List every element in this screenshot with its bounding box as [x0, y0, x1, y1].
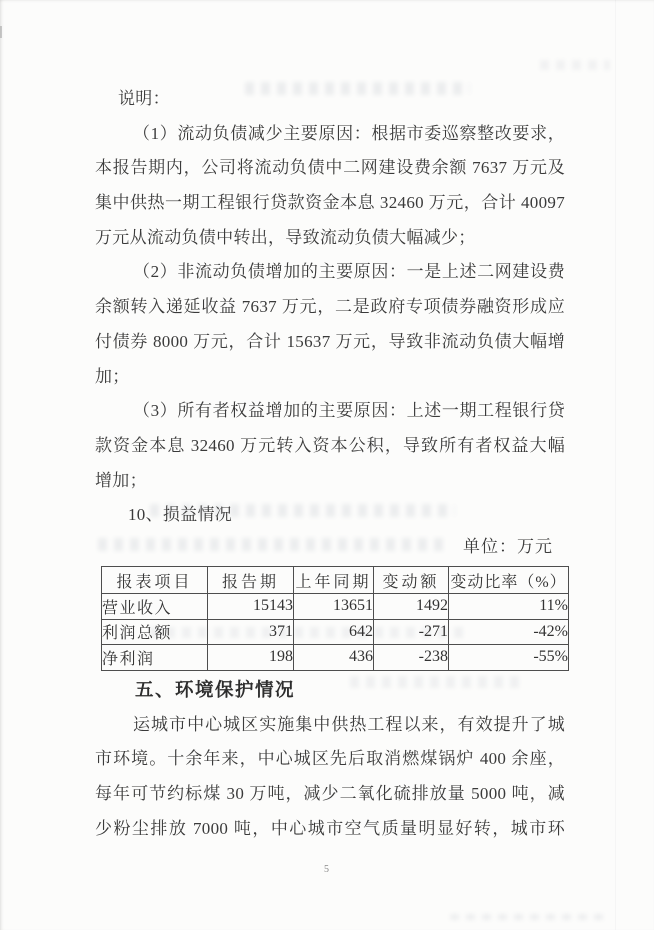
- text-line: 余额转入递延收益 7637 万元，二是政府专项债券融资形成应: [95, 297, 565, 317]
- text-line: 增加；: [95, 470, 147, 490]
- text-line: 万元从流动负债中转出，导致流动负债大幅减少；: [95, 227, 476, 247]
- text-line: （3）所有者权益增加的主要原因：上述一期工程银行贷: [133, 401, 565, 421]
- cell-item: 利润总额: [102, 619, 208, 645]
- text-line: （1）流动负债减少主要原因：根据市委巡察整改要求，: [133, 123, 565, 143]
- cell-value: 436: [294, 645, 374, 671]
- cell-value: -42%: [449, 619, 569, 645]
- paragraph-3: [95, 394, 565, 498]
- text-line: 运城市中心城区实施集中供热工程以来，有效提升了城: [133, 714, 565, 734]
- cell-value: -271: [374, 619, 449, 645]
- table-row: [102, 594, 569, 620]
- col-header-prior-period: 上年同期: [294, 567, 374, 594]
- text-line: 集中供热一期工程银行贷款资金本息 32460 万元，合计 40097: [95, 193, 565, 213]
- bleedthrough-mark: [540, 60, 610, 70]
- environment-section: [95, 673, 565, 846]
- cell-value: 15143: [208, 594, 294, 620]
- cell-value: -238: [374, 645, 449, 671]
- table-row: [102, 619, 569, 645]
- col-header-item: 报表项目: [102, 567, 208, 594]
- col-header-report-period: 报告期: [208, 567, 294, 594]
- table-row: [102, 645, 569, 671]
- col-header-change: 变动额: [374, 567, 449, 594]
- text-line: 市环境。十余年来，中心城区先后取消燃煤锅炉 400 余座，: [95, 749, 565, 769]
- text-line: 款资金本息 32460 万元转入资本公积，导致所有者权益大幅: [95, 435, 565, 455]
- text-line: 加；: [95, 366, 130, 386]
- main-text-block: [95, 82, 565, 533]
- bleedthrough-mark: [450, 914, 610, 920]
- cell-value: 198: [208, 645, 294, 671]
- note-label: 说明：: [118, 89, 170, 108]
- text-line: 少粉尘排放 7000 吨，中心城市空气质量明显好转，城市环: [95, 818, 565, 838]
- text-line: （2）非流动负债增加的主要原因：一是上述二网建设费: [133, 262, 565, 282]
- section-5-title: 五、环境保护情况: [135, 679, 296, 700]
- col-header-change-rate: 变动比率（%）: [449, 567, 569, 594]
- text-line: 每年可节约标煤 30 万吨，减少二氧化硫排放量 5000 吨，减: [95, 784, 565, 804]
- paragraph-1: [95, 117, 565, 256]
- cell-value: -55%: [449, 645, 569, 671]
- scan-edge-artifact: [0, 26, 2, 38]
- cell-value: 642: [294, 619, 374, 645]
- unit-label: 单位：万元: [463, 537, 553, 556]
- cell-value: 13651: [294, 594, 374, 620]
- paragraph-2: [95, 255, 565, 394]
- text-line: 本报告期内，公司将流动负债中二网建设费余额 7637 万元及: [95, 158, 565, 178]
- section-10-title: 10、损益情况: [128, 505, 233, 525]
- cell-value: 371: [208, 619, 294, 645]
- text-line: 付债券 8000 万元，合计 15637 万元，导致非流动负债大幅增: [95, 331, 565, 351]
- table-header-row: [102, 567, 569, 594]
- cell-item: 营业收入: [102, 594, 208, 620]
- page-number: 5: [324, 864, 330, 875]
- scanner-streak: [615, 0, 616, 930]
- cell-item: 净利润: [102, 645, 208, 671]
- cell-value: 11%: [449, 594, 569, 620]
- cell-value: 1492: [374, 594, 449, 620]
- profit-loss-table: [101, 566, 569, 671]
